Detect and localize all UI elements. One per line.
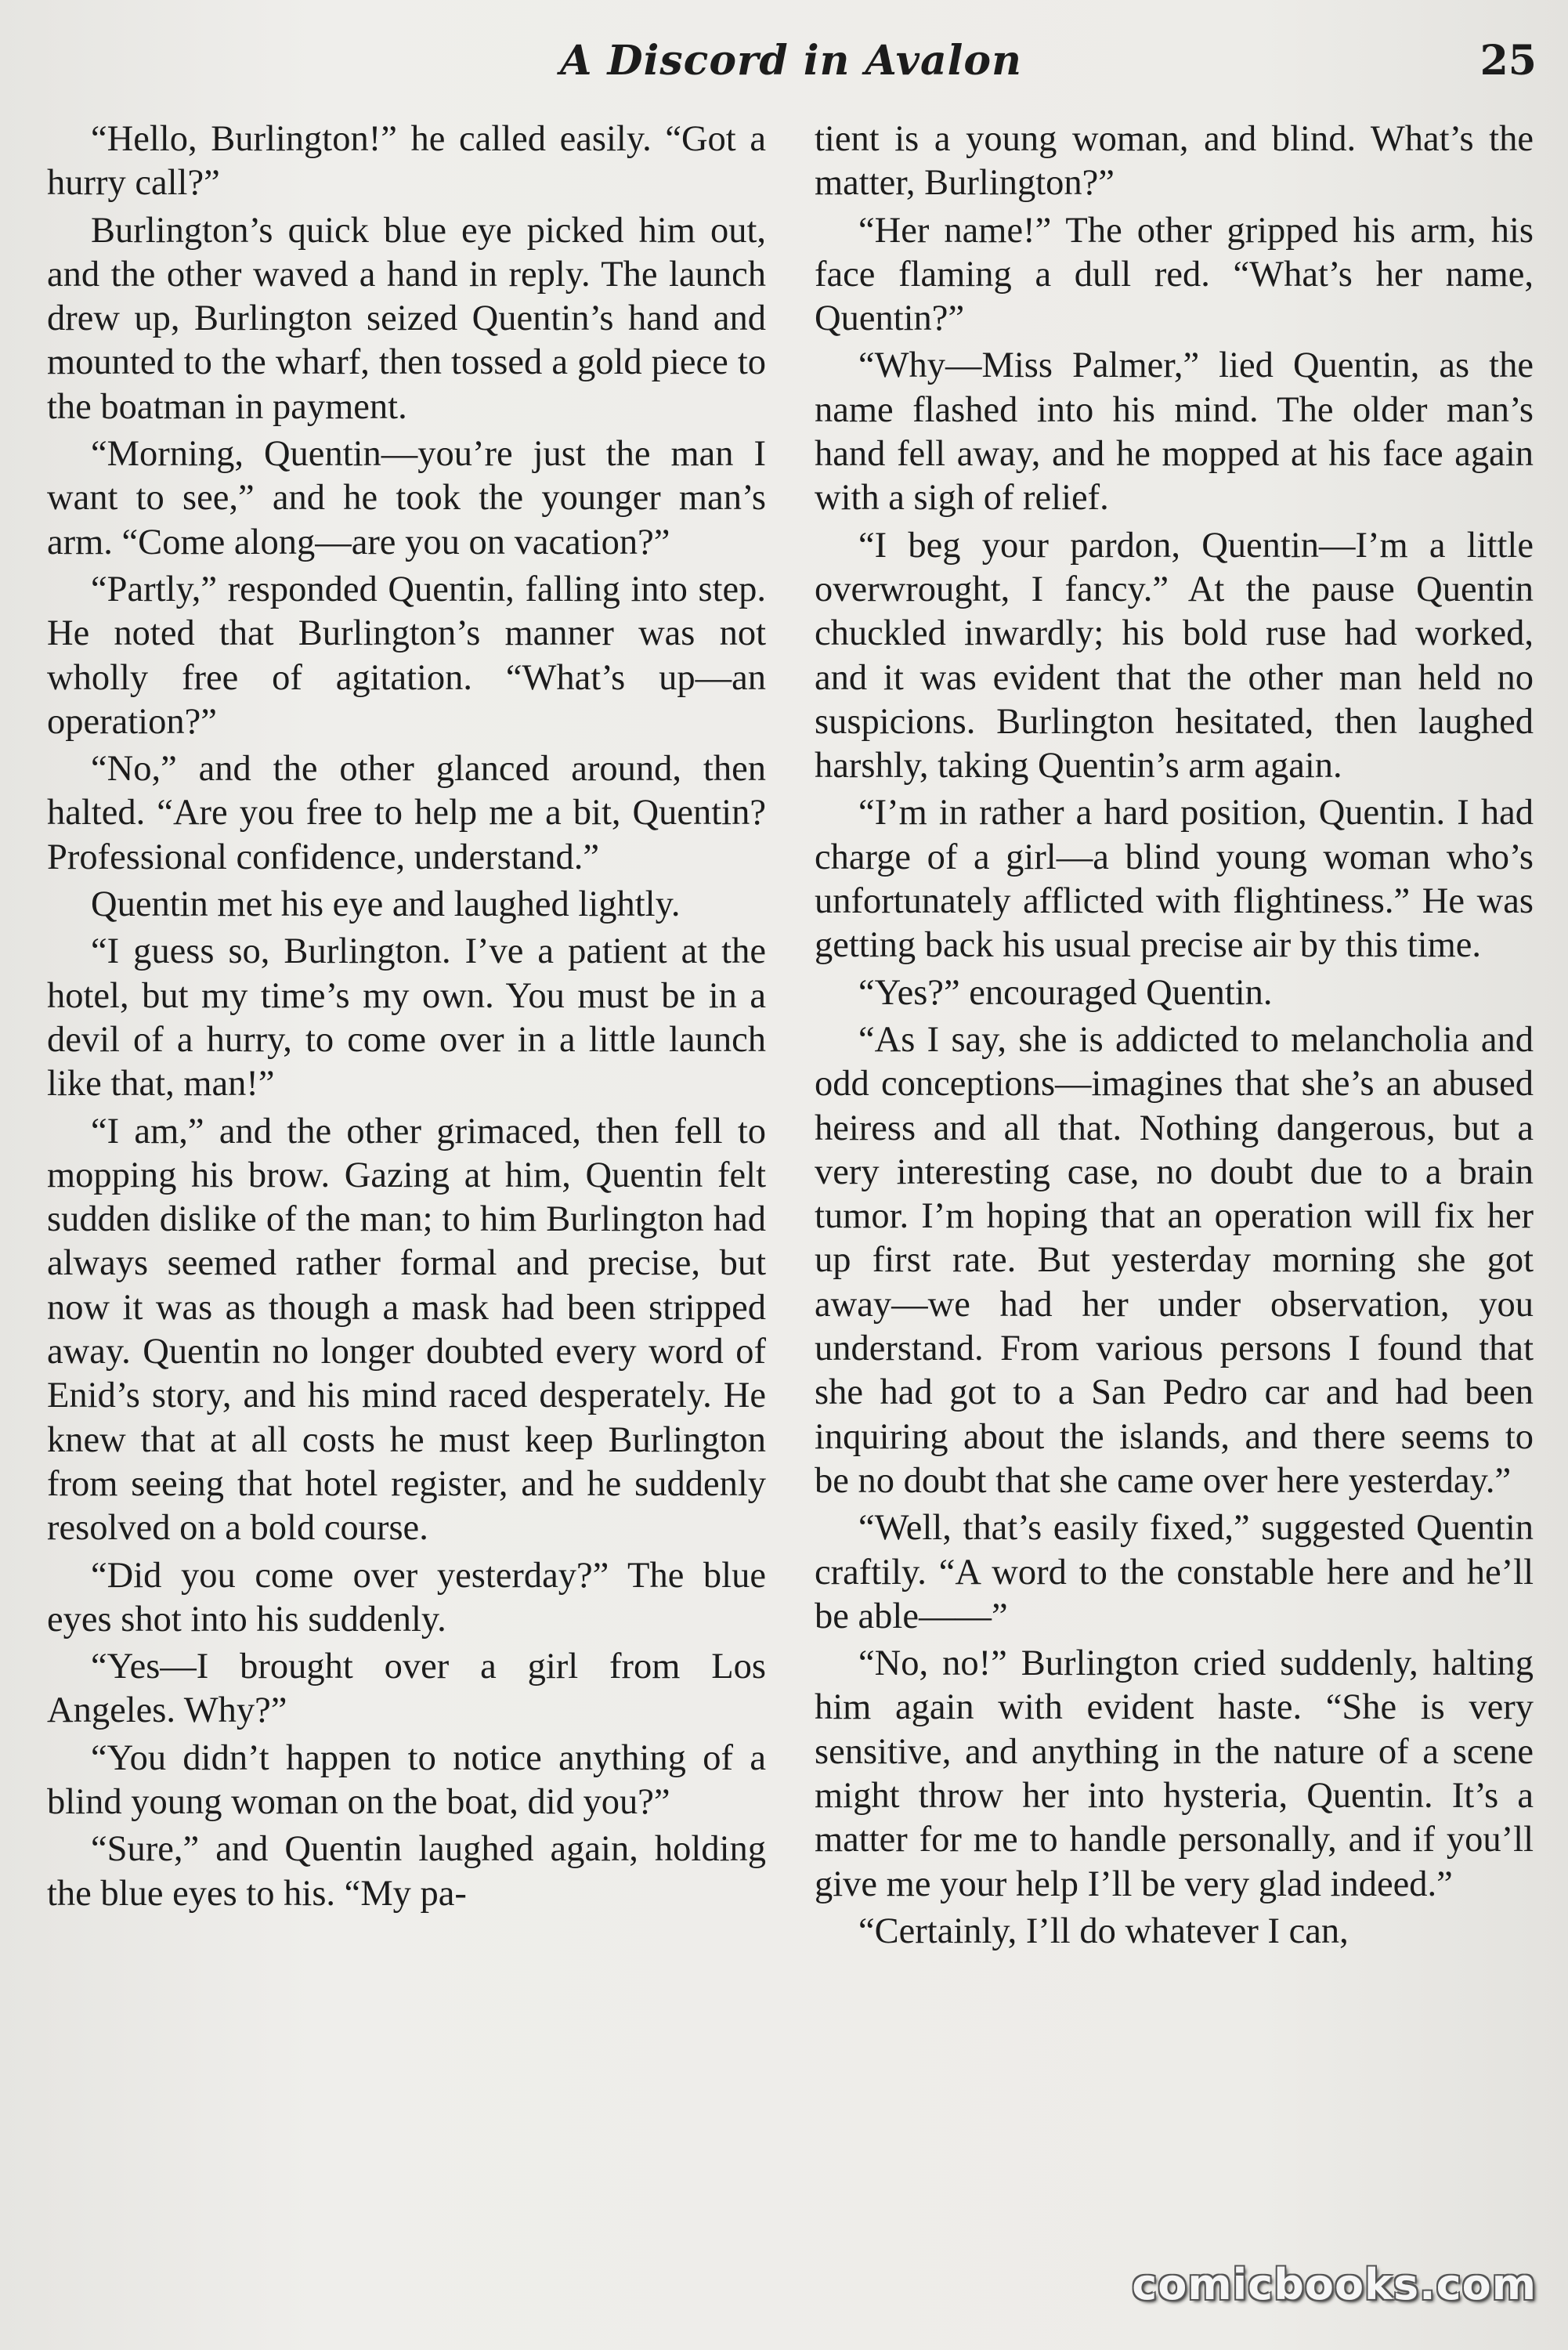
paragraph: “Partly,” responded Quentin, falling into step. He noted that Burlington’s manner was not wholly free of agitation. “What’s up—an operation?” [47, 569, 766, 742]
paragraph: “I am,” and the other grimaced, then fell to mopping his brow. Gazing at him, Quentin felt sudden dislike of the man; to him Burlington had always seemed rather formal and precise, but now it was as though a mask had been stripped away. Quentin no longer doubted every word of Enid’s story, and his mind raced desperately. He knew that at all costs he must keep Burlington from seeing that hotel register, and he suddenly resolved on a bold course. [47, 1111, 766, 1549]
paragraph: “No,” and the other glanced around, then halted. “Are you free to help me a bit, Quentin? Professional confidence, understand.” [47, 749, 766, 877]
paragraph: “You didn’t happen to notice anything of a blind young woman on the boat, did you?” [47, 1737, 766, 1822]
paragraph: “I beg your pardon, Quentin—I’m a little overwrought, I fancy.” At the pause Quentin chuckled inwardly; his bold ruse had worked, and it was evident that the other man held no suspicions. Burlington hesitated, then laughed harshly, taking Quentin’s arm again. [815, 525, 1534, 786]
paragraph: “Sure,” and Quentin laughed again, holding the blue eyes to his. “My pa- [47, 1829, 766, 1914]
right-column [815, 118, 1534, 1957]
paragraph: “Morning, Quentin—you’re just the man I want to see,” and he took the younger man’s arm. “Come along—are you on vacation?” [47, 434, 766, 562]
page-number: 25 [1479, 37, 1537, 85]
paragraph: “Her name!” The other gripped his arm, his face flaming a dull red. “What’s her name, Quentin?” [815, 210, 1534, 339]
paragraph: “As I say, she is addicted to melancholia and odd conceptions—imagines that she’s an abused heiress and all that. Nothing dangerous, but a very interesting case, no doubt due to a brain tumor. I’m hoping that an operation will fix her up first rate. But yesterday morning she got away—we had her under observation, you understand. From various persons I found that she had got to a San Pedro car and had been inquiring about the islands, and there seems to be no doubt that she came over here yesterday.” [815, 1019, 1534, 1501]
paragraph: “Yes—I brought over a girl from Los Angeles. Why?” [47, 1647, 766, 1731]
paragraph: “No, no!” Burlington cried suddenly, halting him again with evident haste. “She is very sensitive, and anything in the nature of a scene might throw her into hysteria, Quentin. It’s a matter for me to handle personally, and if you’ll give me your help I’ll be very glad indeed.” [815, 1643, 1534, 1904]
paragraph: “Did you come over yesterday?” The blue eyes shot into his suddenly. [47, 1555, 766, 1640]
running-title: A Discord in Avalon [560, 37, 1022, 85]
paragraph: “I guess so, Burlington. I’ve a patient at the hotel, but my time’s my own. You must be in a devil of a hurry, to come over in a little launch like that, man!” [47, 931, 766, 1104]
paragraph: “Hello, Burlington!” he called easily. “Got a hurry call?” [47, 119, 766, 204]
paragraph: Quentin met his eye and laughed lightly. [91, 884, 681, 925]
paragraph-continued: tient is a young woman, and blind. What’s the matter, Burlington?” [815, 119, 1534, 204]
paragraph: “Yes?” encouraged Quentin. [858, 972, 1273, 1013]
paragraph: Burlington’s quick blue eye picked him out, and the other waved a hand in reply. The launch drew up, Burlington seized Quentin’s hand and mounted to the wharf, then tossed a gold piece to the boatman in payment. [47, 210, 766, 427]
site-watermark: comicbooks.com [1132, 2260, 1537, 2309]
left-column [47, 118, 766, 1919]
paragraph: “Why—Miss Palmer,” lied Quentin, as the name flashed into his mind. The older man’s hand fell away, and he mopped at his face again with a sigh of relief. [815, 345, 1534, 519]
paragraph: “I’m in rather a hard position, Quentin. I had charge of a girl—a blind young woman who’s unfortunately afflicted with flightiness.” He was getting back his usual precise air by this time. [815, 793, 1534, 966]
page-header [0, 31, 1568, 94]
paragraph: “Well, that’s easily fixed,” suggested Quentin craftily. “A word to the constable here and he’ll be able——” [815, 1508, 1534, 1636]
paragraph: “Certainly, I’ll do whatever I can, [858, 1911, 1349, 1951]
